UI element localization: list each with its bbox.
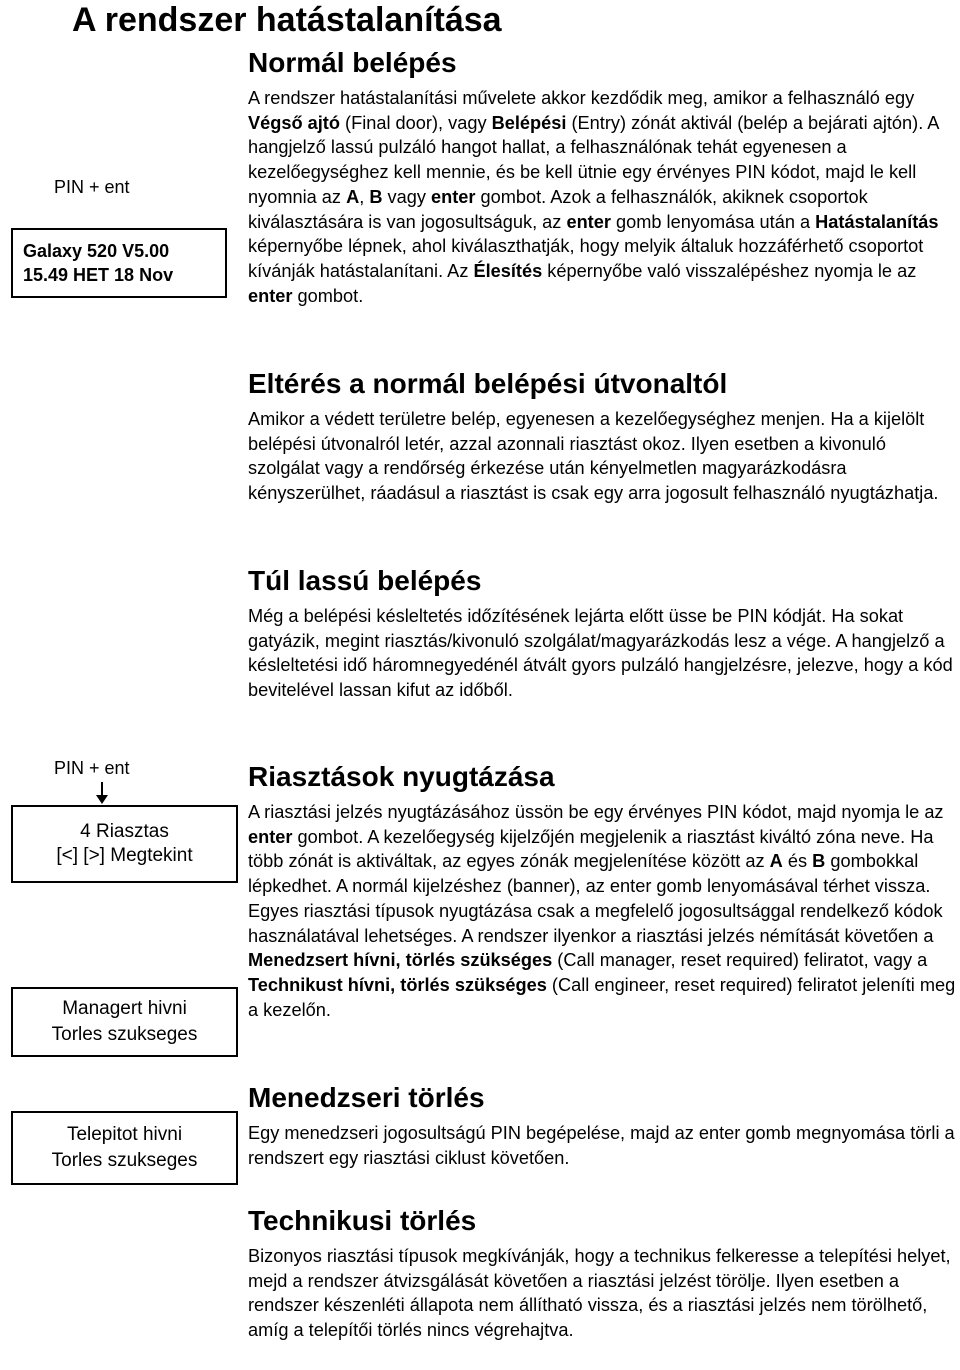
keypad-display-call-manager <box>11 987 238 1057</box>
lcd-line-1: Telepitot hivni <box>66 1124 183 1145</box>
section-body: Amikor a védett területre belép, egyenesen a kezelőegységhez menjen. Ha a kijelölt belépési útvonalról letér, azzal azonnali riasztást okoz. Ilyen esetben a kivonuló szolgálat vagy a rendőrség érkezése után kényelmetlen magyarázkodásra kényszerülhet, ráadásul a riasztást is csak egy arra jogosult felhasználó nyugtázhatja. <box>248 409 939 504</box>
section-body: Egy menedzseri jogosultságú PIN begépelése, majd az enter gomb megnyomása törli a rendszert egy riasztási ciklust követően. <box>248 1123 955 1168</box>
section-heading: Normál belépés <box>248 47 457 78</box>
fig1-label: PIN + ent <box>54 177 130 197</box>
section-normal-entry <box>248 46 960 308</box>
page-title: A rendszer hatástalanítása <box>72 1 502 39</box>
lcd-line-2: 15.49 HET 18 Nov <box>23 265 174 285</box>
section-body: A riasztási jelzés nyugtázásához üssön be egy érvényes PIN kódot, majd nyomja le az enter gombot. A kezelőegység kijelzőjén megjelenik a riasztást kiváltó zóna neve. Ha több zónát is aktiváltak, az egyes zónák megjelenítése között az A és B gombokkal lépkedhet. A normál kijelzéshez (banner), az enter gomb lenyomásával térhet vissza. Egyes riasztási típusok nyugtázása csak a megfelelő jogosultsággal rendelkező kódok használatával lehetséges. A rendszer ilyenkor a riasztási jelzés némítását követően a Menedzsert hívni, törlés szükséges (Call manager, reset required) feliratot, vagy a Technikust hívni, törlés szükséges (Call engineer, reset required) feliratot jeleníti meg a kezelőn. <box>248 802 956 1020</box>
keypad-display-banner <box>11 228 227 298</box>
section-body: A rendszer hatástalanítási művelete akkor kezdődik meg, amikor a felhasználó egy Végső ajtó (Final door), vagy Belépési (Entry) zónát aktivál (belép a bejárati ajtón). A hangjelző lassú pulzáló hangot hallat, a felhasználónak tehát egyenesen a kezelőegységhez kell mennie, és be kell ütnie egy érvényes PIN kódot, majd le kell nyomnia az A, B vagy enter gombot. Azok a felhasználók, akiknek csoportok kiválasztására is van jogosultságuk, az enter gomb lenyomása után a Hatástalanítás képernyőbe lépnek, ahol kiválaszthatják, hogy melyik általuk hozzáférhető csoportot kívánják hatástalanítani. Az Élesítés képernyőbe való visszalépéshez nyomja le az enter gombot. <box>248 88 939 306</box>
section-heading: Riasztások nyugtázása <box>248 761 555 792</box>
keypad-display-alarms <box>11 805 238 883</box>
lcd-line-1: Galaxy 520 V5.00 <box>23 241 170 261</box>
lcd-line-2: Torles szukseges <box>51 1024 198 1045</box>
section-heading: Eltérés a normál belépési útvonaltól <box>248 368 728 399</box>
lcd-line-1: Managert hivni <box>62 998 187 1019</box>
section-heading: Túl lassú belépés <box>248 565 482 596</box>
lcd-line-1: 4 Riasztas <box>80 821 169 842</box>
lcd-line-2: [<] [>] Megtekint <box>56 845 193 866</box>
section-slow-entry <box>248 564 960 703</box>
fig2-label: PIN + ent <box>54 758 130 778</box>
section-alarm-acknowledge <box>248 760 960 1022</box>
section-engineer-reset <box>248 1204 960 1343</box>
section-heading: Menedzseri törlés <box>248 1082 485 1113</box>
section-route-deviation <box>248 367 960 506</box>
section-heading: Technikusi törlés <box>248 1205 477 1236</box>
section-manager-reset <box>248 1081 960 1170</box>
keypad-display-call-engineer <box>11 1111 238 1185</box>
section-body: Még a belépési késleltetés időzítésének lejárta előtt üsse be PIN kódját. Ha sokat gatyázik, megint riasztás/kivonuló szolgálat/magyarázkodás lesz a vége. A hangjelző a késleltetési idő háromnegyedénél átvált gyors pulzáló hangjelzésre, jelezve, hogy a kód bevitelével lassan kifut az időből. <box>248 606 953 701</box>
section-body: Bizonyos riasztási típusok megkívánják, hogy a technikus felkeresse a telepítési helyet, mejd a rendszer átvizsgálását követően a riasztási jelzést törölje. Ilyen esetben a rendszer készenléti állapota nem állítható vissza, és a riasztási jelzés nem törölhető, amíg a telepítői törlés nincs végrehajtva. <box>248 1246 951 1341</box>
down-arrow-icon <box>101 782 103 802</box>
lcd-line-2: Torles szukseges <box>51 1150 198 1171</box>
